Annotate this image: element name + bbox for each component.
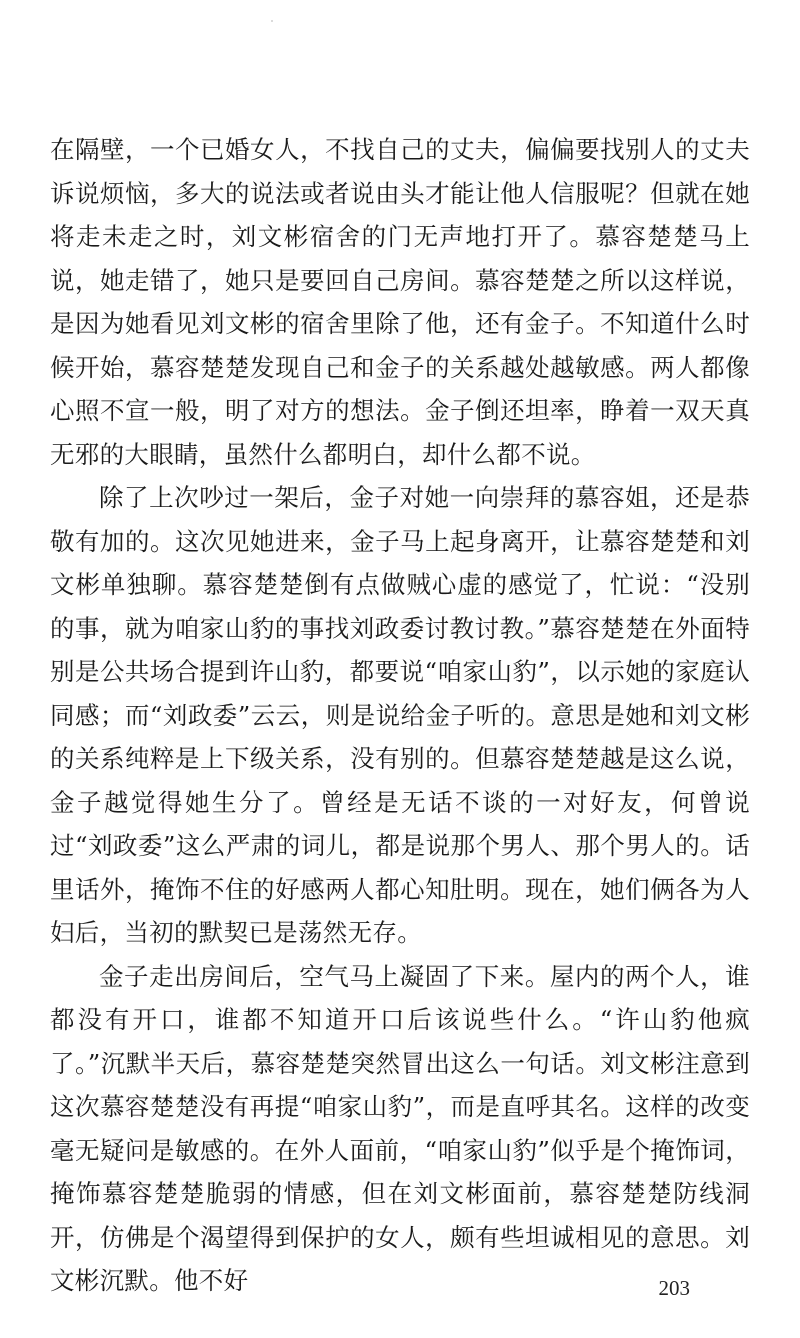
paragraph-1: 在隔壁，一个已婚女人，不找自己的丈夫，偏偏要找别人的丈夫诉说烦恼，多大的说法或者说由头才能让他人信服呢？但就在她将走未走之时，刘文彬宿舍的门无声地打开了。慕容楚楚马上说，她走错了，她只是要回自己房间。慕容楚楚之所以这样说，是因为她看见刘文彬的宿舍里除了他，还有金子。不知道什么时候开始，慕容楚楚发现自己和金子的关系越处越敏感。两人都像心照不宣一般，明了对方的想法。金子倒还坦率，睁着一双天真无邪的大眼睛，虽然什么都明白，却什么都不说。 <box>50 135 750 469</box>
paragraph-3: 金子走出房间后，空气马上凝固了下来。屋内的两个人，谁都没有开口，谁都不知道开口后该说些什么。“许山豹他疯了。”沉默半天后，慕容楚楚突然冒出这么一句话。刘文彬注意到这次慕容楚楚没有再提“咱家山豹”，而是直呼其名。这样的改变毫无疑问是敏感的。在外人面前，“咱家山豹”似乎是个掩饰词，掩饰慕容楚楚脆弱的情感，但在刘文彬面前，慕容楚楚防线洞开，仿佛是个渴望得到保护的女人，颇有些坦诚相见的意思。刘文彬沉默。他不好 <box>50 961 750 1295</box>
paragraph-2: 除了上次吵过一架后，金子对她一向崇拜的慕容姐，还是恭敬有加的。这次见她进来，金子马上起身离开，让慕容楚楚和刘文彬单独聊。慕容楚楚倒有点做贼心虚的感觉了，忙说：“没别的事，就为咱家山豹的事找刘政委讨教讨教。”慕容楚楚在外面特别是公共场合提到许山豹，都要说“咱家山豹”，以示她的家庭认同感；而“刘政委”云云，则是说给金子听的。意思是她和刘文彬的关系纯粹是上下级关系，没有别的。但慕容楚楚越是这么说，金子越觉得她生分了。曾经是无话不谈的一对好友，何曾说过“刘政委”这么严肃的词儿，都是说那个男人、那个男人的。话里话外，掩饰不住的好感两人都心知肚明。现在，她们俩各为人妇后，当初的默契已是荡然无存。 <box>50 483 751 947</box>
scan-speck <box>271 20 273 22</box>
body-text <box>50 128 750 1303</box>
page-number: 203 <box>658 1276 690 1300</box>
